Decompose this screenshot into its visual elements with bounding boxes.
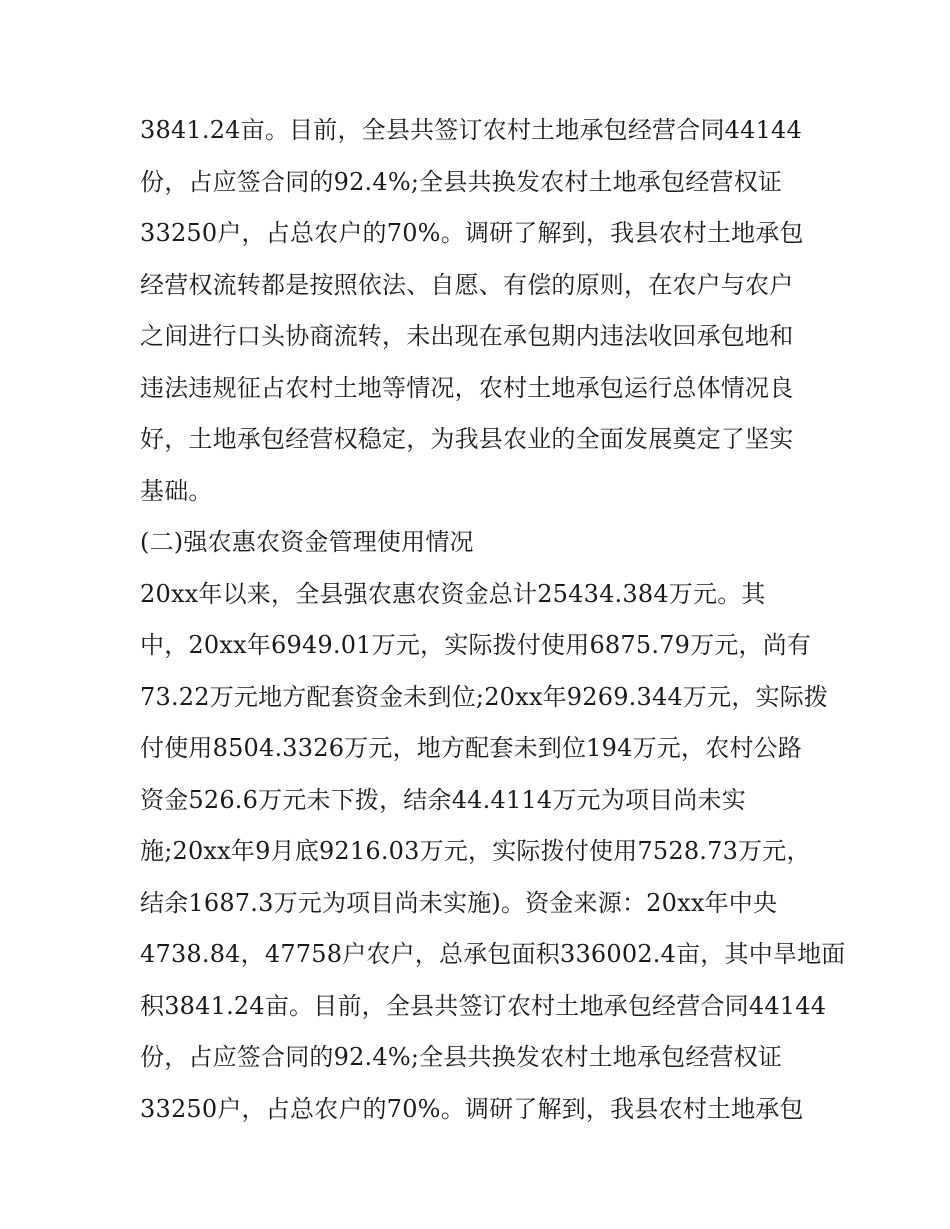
text-line-17: 4738.84，47758户农户，总承包面积336002.4亩，其中旱地面 xyxy=(140,940,846,968)
text-line-1: 3841.24亩。目前，全县共签订农村土地承包经营合同44144 xyxy=(140,116,802,144)
text-line-14: 资金526.6万元未下拨，结余44.4114万元为项目尚未实 xyxy=(140,785,746,814)
text-line-8: 基础。 xyxy=(140,476,213,505)
text-line-11: 中，20xx年6949.01万元，实际拨付使用6875.79万元，尚有 xyxy=(140,631,812,659)
text-line-15: 施;20xx年9月底9216.03万元，实际拨付使用7528.73万元， xyxy=(140,837,811,865)
text-line-16: 结余1687.3万元为项目尚未实施)。资金来源：20xx年中央 xyxy=(140,888,778,917)
text-line-5: 之间进行口头协商流转，未出现在承包期内违法收回承包地和 xyxy=(140,322,794,350)
text-line-10: 20xx年以来，全县强农惠农资金总计25434.384万元。其 xyxy=(140,579,766,608)
text-line-7: 好，土地承包经营权稳定，为我县农业的全面发展奠定了坚实 xyxy=(140,425,794,453)
text-line-13: 付使用8504.3326万元，地方配套未到位194万元，农村公路 xyxy=(140,734,802,762)
text-line-4: 经营权流转都是按照依法、自愿、有偿的原则，在农户与农户 xyxy=(140,270,794,299)
text-line-20: 33250户，占总农户的70%。调研了解到，我县农村土地承包 xyxy=(140,1094,804,1123)
text-line-2: 份，占应签合同的92.4%;全县共换发农村土地承包经营权证 xyxy=(140,167,783,196)
text-line-3: 33250户，占总农户的70%。调研了解到，我县农村土地承包 xyxy=(140,219,804,247)
body-text xyxy=(140,105,846,1135)
text-line-6: 违法违规征占农村土地等情况，农村土地承包运行总体情况良 xyxy=(140,373,794,402)
text-line-18: 积3841.24亩。目前，全县共签订农村土地承包经营合同44144 xyxy=(140,991,827,1020)
section-heading: (二)强农惠农资金管理使用情况 xyxy=(140,528,474,556)
text-line-12: 73.22万元地方配套资金未到位;20xx年9269.344万元，实际拨 xyxy=(140,682,829,711)
text-line-19: 份，占应签合同的92.4%;全县共换发农村土地承包经营权证 xyxy=(140,1043,783,1071)
